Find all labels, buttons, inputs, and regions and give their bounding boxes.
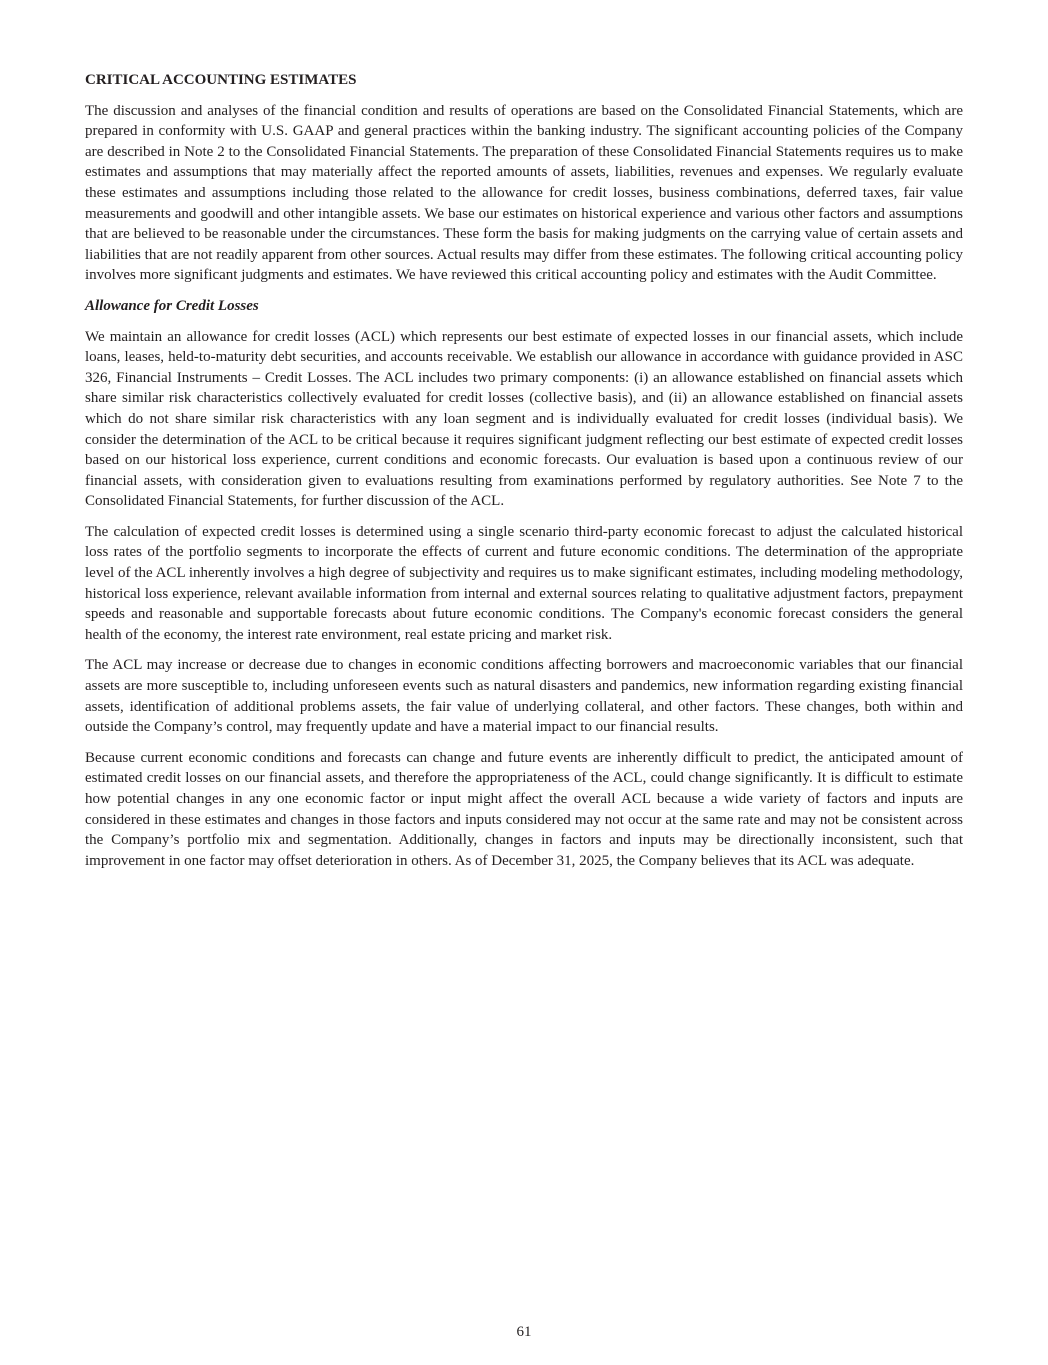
intro-paragraph: The discussion and analyses of the financial condition and results of operations are based on the Consolidated Financial Statements, which are prepared in conformity with U.S. GAAP and general practices within the banking industry. The significant accounting policies of the Company are described in Note 2 to the Consolidated Financial Statements. The preparation of these Consolidated Financial Statements requires us to make estimates and assumptions that may materially affect the reported amounts of assets, liabilities, revenues and expenses. We regularly evaluate these estimates and assumptions including those related to the allowance for credit losses, business combinations, deferred taxes, fair value measurements and goodwill and other intangible assets. We base our estimates on historical experience and various other factors and assumptions that are believed to be reasonable under the circumstances. These form the basis for making judgments on the carrying value of certain assets and liabilities that are not readily apparent from other sources. Actual results may differ from these estimates. The following critical accounting policy involves more significant judgments and estimates. We have reviewed this critical accounting policy and estimates with the Audit Committee. bbox=[85, 102, 963, 284]
subsection-title: Allowance for Credit Losses bbox=[85, 297, 259, 314]
acl-paragraph-3: The ACL may increase or decrease due to changes in economic conditions affecting borrowers and macroeconomic variables that our financial assets are more susceptible to, including unforeseen events such as natural disasters and pandemics, new information regarding existing financial assets, identification of additional problems assets, the fair value of underlying collateral, and other factors. These changes, both within and outside the Company’s control, may frequently update and have a material impact to our financial results. bbox=[85, 657, 963, 736]
section-title: CRITICAL ACCOUNTING ESTIMATES bbox=[85, 72, 357, 88]
page-number: 61 bbox=[516, 1324, 532, 1340]
acl-paragraph-4: Because current economic conditions and forecasts can change and future events are inherently difficult to predict, the anticipated amount of estimated credit losses on our financial assets, and therefore the appropriateness of the ACL, could change significantly. It is difficult to estimate how potential changes in any one economic factor or input might affect the overall ACL because a wide variety of factors and inputs are considered in these estimates and changes in those factors and inputs considered may not occur at the same rate and may not be consistent across the Company’s portfolio mix and segmentation. Additionally, changes in factors and inputs may be directionally inconsistent, such that improvement in one factor may offset deterioration in others. As of December 31, 2025, the Company believes that its ACL was adequate. bbox=[85, 749, 963, 869]
acl-paragraph-2: The calculation of expected credit losses is determined using a single scenario third-party economic forecast to adjust the calculated historical loss rates of the portfolio segments to incorporate the effects of current and future economic conditions. The determination of the appropriate level of the ACL inherently involves a high degree of subjectivity and requires us to make significant estimates, including modeling methodology, historical loss experience, relevant available information from internal and external sources relating to qualitative adjustment factors, prepayment speeds and reasonable and supportable forecasts about future economic conditions. The Company's economic forecast considers the general health of the economy, the interest rate environment, real estate pricing and market risk. bbox=[85, 523, 963, 643]
acl-paragraph-1: We maintain an allowance for credit losses (ACL) which represents our best estimate of expected losses in our financial assets, which include loans, leases, held-to-maturity debt securities, and accounts receivable. We establish our allowance in accordance with guidance provided in ASC 326, Financial Instruments – Credit Losses. The ACL includes two primary components: (i) an allowance established on financial assets which share similar risk characteristics collectively evaluated for credit losses (collective basis), and (ii) an allowance established on financial assets which do not share similar risk characteristics with any loan segment and is individually evaluated for credit losses (individual basis). We consider the determination of the ACL to be critical because it requires significant judgment reflecting our best estimate of expected credit losses based on our historical loss experience, current conditions and economic forecasts. Our evaluation is based upon a continuous review of our financial assets, with consideration given to evaluations resulting from examinations performed by regulatory authorities. See Note 7 to the Consolidated Financial Statements, for further discussion of the ACL. bbox=[85, 328, 963, 510]
document-page bbox=[85, 70, 963, 881]
